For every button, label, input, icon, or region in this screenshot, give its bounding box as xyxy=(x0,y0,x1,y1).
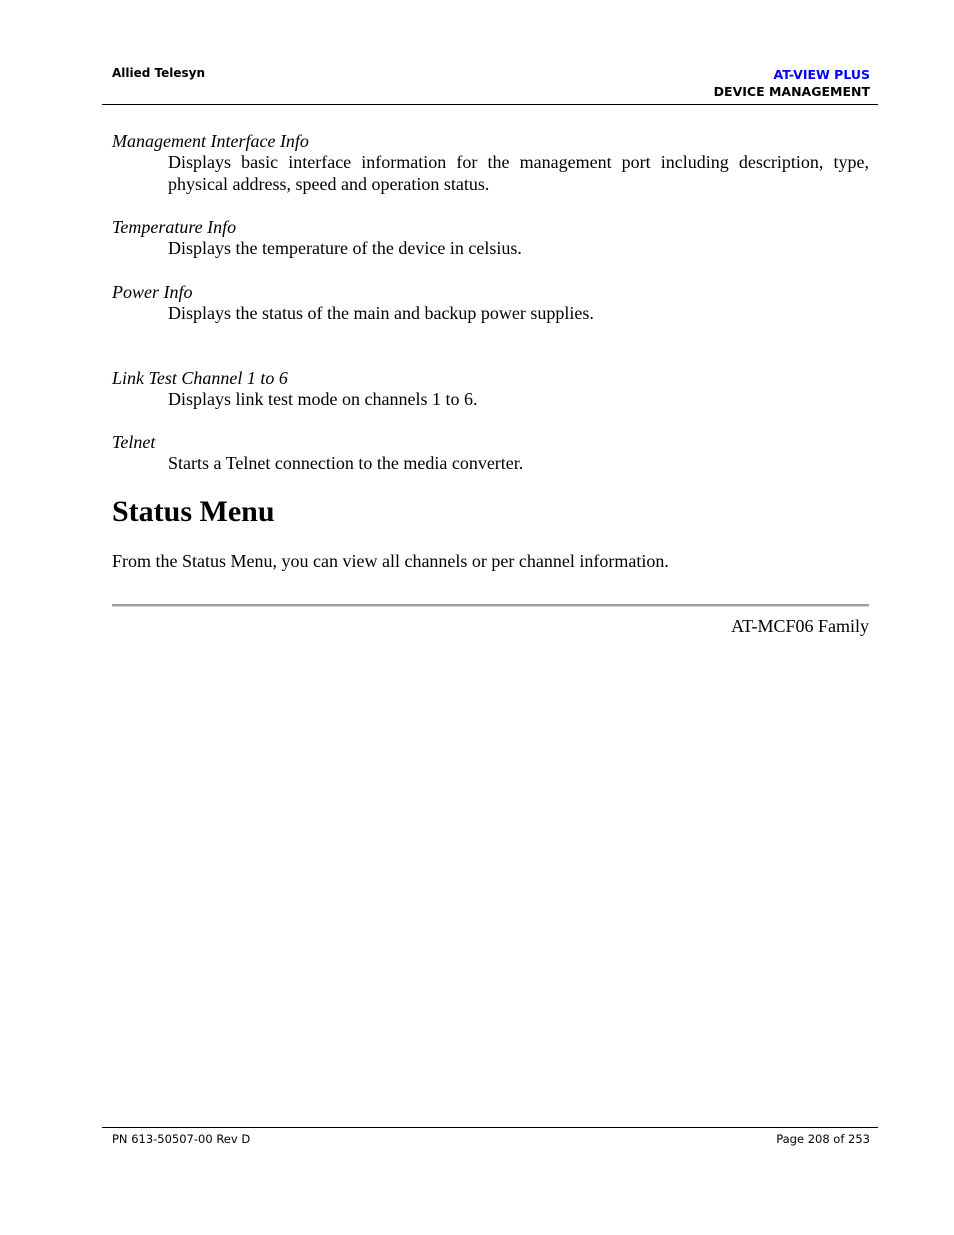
desc-telnet: Starts a Telnet connection to the media converter. xyxy=(168,453,524,473)
footer-page-number: Page 208 of 253 xyxy=(776,1132,870,1146)
footer-divider xyxy=(102,1127,878,1128)
header-divider xyxy=(102,104,878,105)
term-management-interface-info: Management Interface Info xyxy=(112,131,309,151)
product-family-label: AT-MCF06 Family xyxy=(731,616,869,636)
desc-link-test-channel: Displays link test mode on channels 1 to 6. xyxy=(168,389,478,409)
term-link-test-channel: Link Test Channel 1 to 6 xyxy=(112,368,288,388)
header-company: Allied Telesyn xyxy=(112,66,206,80)
desc-management-interface-info: Displays basic interface information for the management port including description, type, physical address, speed and operation status. xyxy=(168,152,869,194)
content-divider xyxy=(112,604,869,607)
section-heading-status-menu: Status Menu xyxy=(112,495,275,528)
desc-temperature-info: Displays the temperature of the device in celsius. xyxy=(168,238,522,258)
section-intro: From the Status Menu, you can view all channels or per channel information. xyxy=(112,551,669,571)
header-product: AT-VIEW PLUS xyxy=(773,67,870,82)
footer-part-number: PN 613-50507-00 Rev D xyxy=(112,1132,251,1146)
term-power-info: Power Info xyxy=(112,282,193,302)
desc-power-info: Displays the status of the main and backup power supplies. xyxy=(168,303,594,323)
term-telnet: Telnet xyxy=(112,432,156,452)
header-section: DEVICE MANAGEMENT xyxy=(713,84,870,99)
term-temperature-info: Temperature Info xyxy=(112,217,237,237)
header-title-block xyxy=(714,66,870,100)
